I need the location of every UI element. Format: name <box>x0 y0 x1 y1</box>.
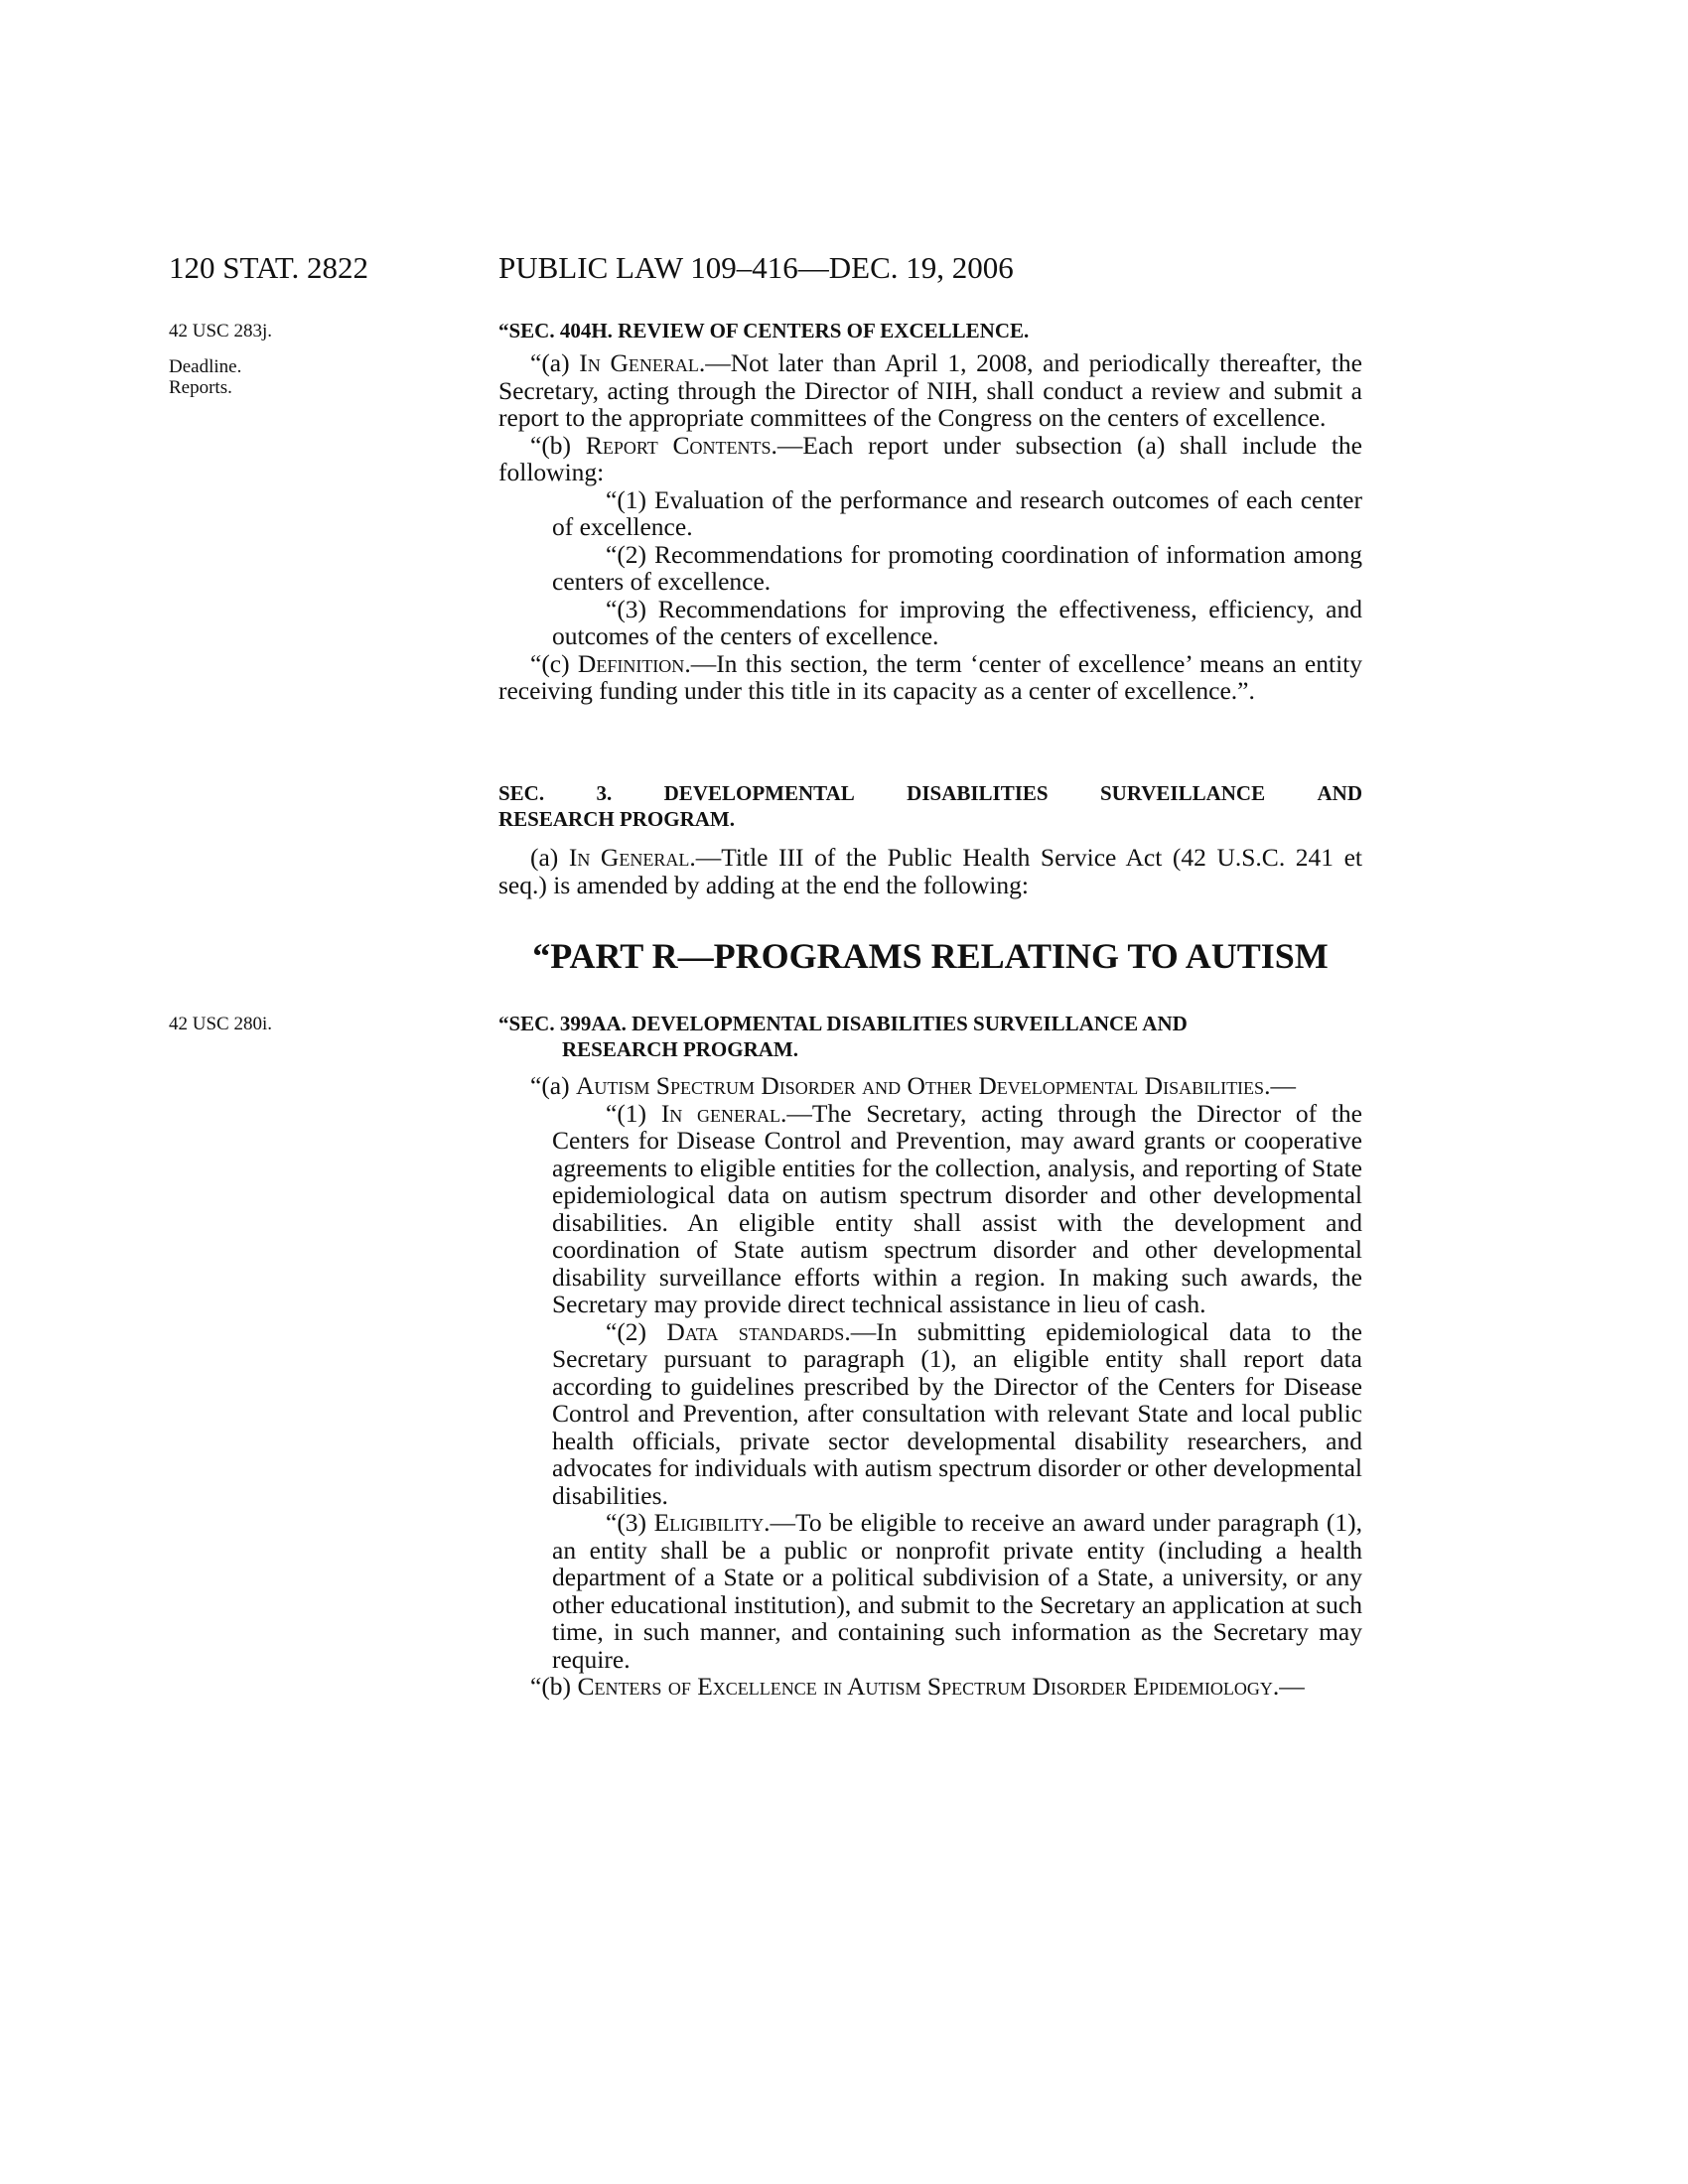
subsection-caption: In General <box>579 348 699 377</box>
margin-note-usc-283j: 42 USC 283j. <box>169 321 272 341</box>
paragraph-caption: In general <box>660 1098 781 1128</box>
section-heading <box>498 1011 1362 1062</box>
subsection-text: .—Title III of the Public Health Service Act (42 U.S.C. 241 et seq.) is amended by adding at the end the following: <box>498 843 1362 899</box>
law-title: PUBLIC LAW 109–416—DEC. 19, 2006 <box>498 250 1014 285</box>
section-heading-line: “SEC. 399AA. DEVELOPMENTAL DISABILITIES SURVEILLANCE AND <box>498 1012 1188 1035</box>
subsection-text: .—Each report under subsection (a) shall include the following: <box>498 430 1362 486</box>
section-heading-line: RESEARCH PROGRAM. <box>498 807 736 831</box>
section-heading <box>498 780 1362 832</box>
paragraph-3 <box>498 1509 1362 1673</box>
subsection-text: .—Not later than April 1, 2008, and periodically thereafter, the Secretary, acting through the Director of NIH, shall conduct a review and submit a report to the appropriate committees of the Congress on the centers of excellence. <box>498 348 1362 432</box>
subsection-caption: Autism Spectrum Disorder and Other Developmental Disabilities <box>576 1071 1265 1100</box>
section-404h <box>498 318 1362 705</box>
paragraph-2 <box>498 1318 1362 1510</box>
paragraph-caption: Eligibility <box>653 1508 765 1537</box>
paragraph-3: “(3) Recommendations for improving the effectiveness, efficiency, and outcomes of the centers of excellence. <box>552 594 1362 650</box>
paragraph-2: “(2) Recommendations for promoting coordination of information among centers of excellence. <box>552 539 1362 596</box>
paragraph-text: .—To be eligible to receive an award under paragraph (1), an entity shall be a public or nonprofit private entity (including a health department of a State or a political subdivision of a State, a university, or any other educational institution), and submit to the Secretary an application at such time, in such manner, and containing such information as the Secretary may require. <box>552 1508 1362 1674</box>
subsection-caption: Report Contents <box>585 430 772 460</box>
subsection-dash: .— <box>1272 1672 1305 1701</box>
subsection-a <box>498 844 1362 898</box>
subsection-marker: “(a) <box>530 1071 576 1100</box>
subsection-marker: “(b) <box>530 1672 578 1701</box>
subsection-a <box>498 349 1362 432</box>
paragraph-text: .—The Secretary, acting through the Director of the Centers for Disease Control and Prevention, may award grants or cooperative agreements to eligible entities for the collection, analysis, and reporting of State epidemiological data on autism spectrum disorder and other developmental disabilities. An eligible entity shall assist with the development and coordination of State autism spectrum disorder and other developmental disability surveillance efforts within a region. In making such awards, the Secretary may provide direct technical assistance in lieu of cash. <box>552 1098 1362 1318</box>
heading-word: AND <box>1317 781 1362 805</box>
paragraph-marker: “(2) <box>606 1316 667 1346</box>
subsection-dash: .— <box>1264 1071 1296 1100</box>
margin-note-usc-280i: 42 USC 280i. <box>169 1014 272 1034</box>
paragraph-text: .—In submitting epidemiological data to the Secretary pursuant to paragraph (1), an eligible entity shall report data according to guidelines prescribed by the Director of the Centers for Disease Control and Prevention, after consultation with relevant State and local public health officials, private sector developmental disability researchers, and advocates for individuals with autism spectrum disorder or other developmental disabilities. <box>552 1316 1362 1510</box>
section-3 <box>498 780 1362 1004</box>
margin-note-deadline: Deadline. <box>169 356 242 377</box>
subsection-b <box>498 1673 1362 1701</box>
section-heading-line: RESEARCH PROGRAM. <box>562 1037 799 1061</box>
subsection-marker: “(b) <box>530 430 586 460</box>
paragraph-1 <box>498 1100 1362 1318</box>
subsection-text: .—In this section, the term ‘center of excellence’ means an entity receiving funding under this title in its capacity as a center of excellence.”. <box>498 648 1362 705</box>
subsection-caption: In General <box>568 843 690 872</box>
paragraph-marker: “(3) <box>606 1508 654 1537</box>
paragraph-marker: “(1) <box>606 1098 661 1128</box>
heading-word: DEVELOPMENTAL <box>663 781 855 805</box>
heading-word: SEC. <box>498 781 545 805</box>
subsection-b <box>498 432 1362 486</box>
part-r-title: “PART R—PROGRAMS RELATING TO AUTISM <box>532 936 1329 976</box>
subsection-c <box>498 650 1362 705</box>
subsection-caption: Centers of Excellence in Autism Spectrum Disorder Epidemiology <box>577 1672 1273 1701</box>
section-heading: “SEC. 404H. REVIEW OF CENTERS OF EXCELLENCE. <box>498 319 1030 342</box>
section-heading-line <box>498 780 1362 806</box>
page-reference: 120 STAT. 2822 <box>169 250 369 285</box>
paragraph-caption: Data standards <box>666 1316 845 1346</box>
subsection-marker: “(a) <box>530 348 580 377</box>
section-399aa <box>498 1011 1362 1701</box>
subsection-marker: (a) <box>530 843 569 872</box>
subsection-caption: Definition <box>577 648 685 678</box>
heading-word: DISABILITIES <box>907 781 1049 805</box>
margin-note-reports: Reports. <box>169 377 232 398</box>
paragraph-1: “(1) Evaluation of the performance and research outcomes of each center of excellence. <box>552 484 1362 541</box>
heading-word: 3. <box>596 781 613 805</box>
subsection-a <box>498 1072 1362 1100</box>
subsection-marker: “(c) <box>530 648 578 678</box>
heading-word: SURVEILLANCE <box>1099 781 1266 805</box>
